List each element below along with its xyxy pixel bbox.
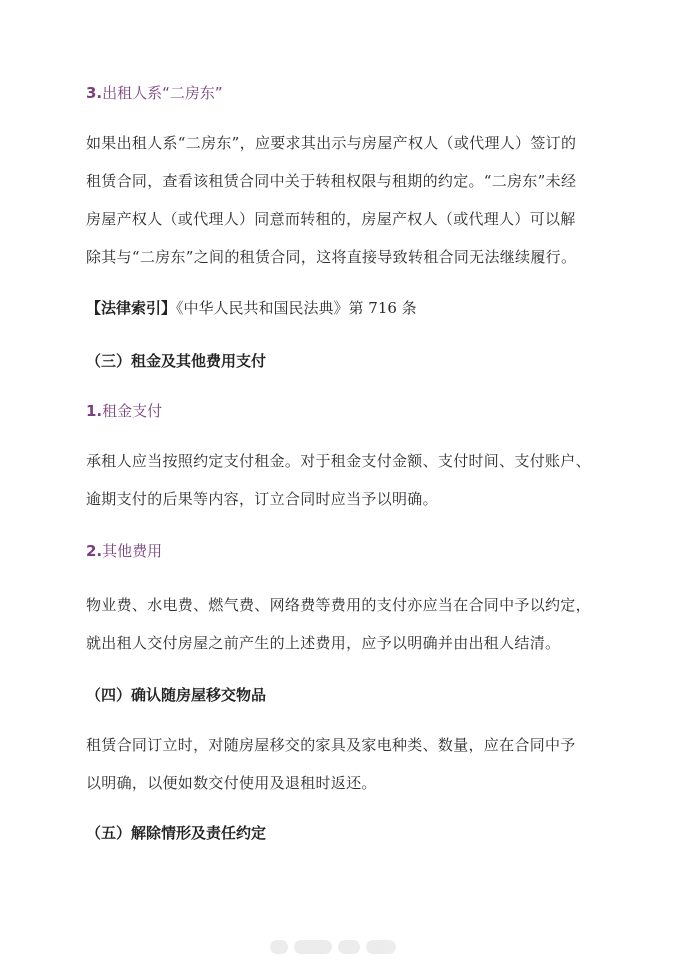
- watermark: [270, 934, 420, 960]
- section-3-number: 3.: [86, 84, 103, 102]
- section-3-title: 出租人系“二房东”: [102, 84, 223, 102]
- subsection-1-paragraph: [86, 442, 606, 518]
- paragraph-line: 房屋产权人（或代理人）同意而转租的，房屋产权人（或代理人）可以解: [86, 210, 576, 228]
- legal-reference-text: 《中华人民共和国民法典》第 716 条: [176, 299, 417, 317]
- part-3-heading: （三）租金及其他费用支付: [86, 352, 267, 370]
- subsection-2-paragraph: [86, 586, 606, 662]
- paragraph-line: 租赁合同订立时，对随房屋移交的家具及家电种类、数量，应在合同中予: [86, 736, 576, 754]
- paragraph-line: 租赁合同，查看该租赁合同中关于转租权限与租期的约定。“二房东”未经: [86, 172, 577, 190]
- section-3-heading: [86, 82, 606, 104]
- legal-reference-tag: 【法律索引】: [86, 299, 177, 317]
- watermark-mark: [270, 940, 288, 954]
- paragraph-line: 物业费、水电费、燃气费、网络费等费用的支付亦应当在合同中予以约定，: [86, 596, 591, 614]
- watermark-mark: [338, 940, 360, 954]
- paragraph-line: 如果出租人系“二房东”，应要求其出示与房屋产权人（或代理人）签订的: [86, 134, 577, 152]
- paragraph-line: 逾期支付的后果等内容，订立合同时应当予以明确。: [86, 490, 438, 508]
- watermark-mark: [294, 940, 332, 954]
- section-3-paragraph: [86, 124, 606, 276]
- paragraph-line: 承租人应当按照约定支付租金。对于租金支付金额、支付时间、支付账户、: [86, 452, 591, 470]
- legal-reference: [86, 297, 606, 319]
- paragraph-line: 以明确，以便如数交付使用及退租时返还。: [86, 774, 377, 792]
- part-4-heading: （四）确认随房屋移交物品: [86, 686, 267, 704]
- subsection-1-heading: [86, 400, 606, 422]
- subsection-2-heading: [86, 540, 606, 562]
- subsection-1-title: 租金支付: [102, 402, 163, 420]
- subsection-2-title: 其他费用: [102, 542, 163, 560]
- paragraph-line: 除其与“二房东”之间的租赁合同，这将直接导致转租合同无法继续履行。: [86, 248, 577, 266]
- part-4-paragraph: [86, 726, 606, 802]
- paragraph-line: 就出租人交付房屋之前产生的上述费用，应予以明确并由出租人结清。: [86, 634, 561, 652]
- subsection-1-number: 1.: [86, 402, 103, 420]
- part-5-heading: （五）解除情形及责任约定: [86, 824, 267, 842]
- watermark-mark: [366, 940, 396, 954]
- subsection-2-number: 2.: [86, 542, 103, 560]
